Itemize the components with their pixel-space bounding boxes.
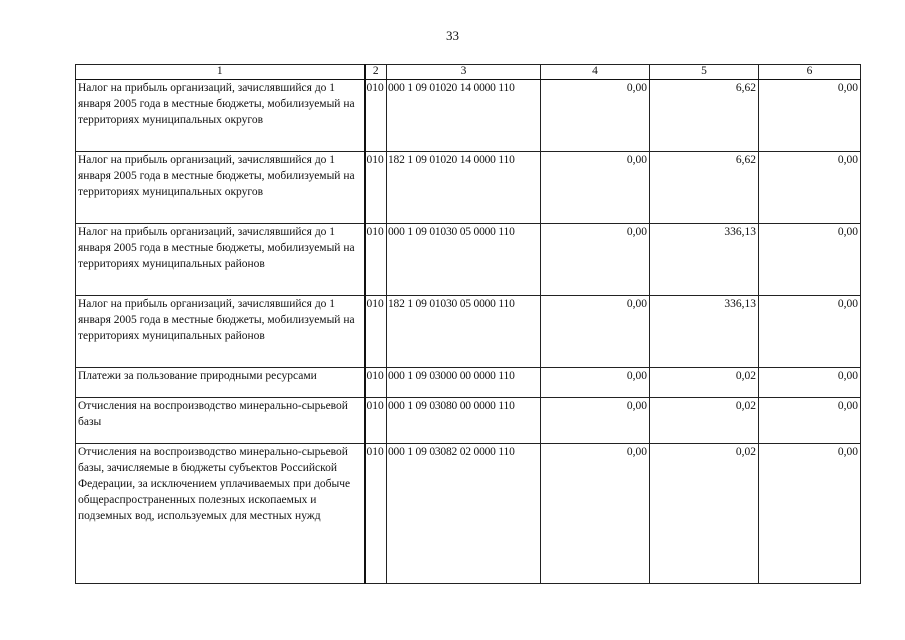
col6-value-cell: 0,00 xyxy=(759,80,861,152)
col5-value-cell: 336,13 xyxy=(650,296,759,368)
col6-value-cell: 0,00 xyxy=(759,444,861,584)
col6-value-cell: 0,00 xyxy=(759,152,861,224)
admin-code-cell: 010 xyxy=(365,152,387,224)
col5-value-cell: 336,13 xyxy=(650,224,759,296)
column-header-1: 1 xyxy=(76,65,365,80)
admin-code-cell: 010 xyxy=(365,398,387,444)
column-header-4: 4 xyxy=(541,65,650,80)
col4-value-cell: 0,00 xyxy=(541,368,650,398)
revenue-name-cell: Налог на прибыль организаций, зачислявшийся до 1 января 2005 года в местные бюджеты, мобилизуемый на территориях муниципальных районов xyxy=(76,224,365,296)
table-row xyxy=(76,398,861,444)
col4-value-cell: 0,00 xyxy=(541,296,650,368)
revenue-name-cell: Налог на прибыль организаций, зачислявшийся до 1 января 2005 года в местные бюджеты, мобилизуемый на территориях муниципальных округов xyxy=(76,80,365,152)
col4-value-cell: 0,00 xyxy=(541,152,650,224)
table-row xyxy=(76,296,861,368)
kbk-code-cell: 000 1 09 01030 05 0000 110 xyxy=(387,224,541,296)
admin-code-cell: 010 xyxy=(365,296,387,368)
revenue-name-cell: Налог на прибыль организаций, зачислявшийся до 1 января 2005 года в местные бюджеты, мобилизуемый на территориях муниципальных округов xyxy=(76,152,365,224)
col4-value-cell: 0,00 xyxy=(541,80,650,152)
admin-code-cell: 010 xyxy=(365,444,387,584)
kbk-code-cell: 182 1 09 01030 05 0000 110 xyxy=(387,296,541,368)
col6-value-cell: 0,00 xyxy=(759,296,861,368)
col5-value-cell: 6,62 xyxy=(650,152,759,224)
col6-value-cell: 0,00 xyxy=(759,398,861,444)
kbk-code-cell: 000 1 09 03080 00 0000 110 xyxy=(387,398,541,444)
admin-code-cell: 010 xyxy=(365,224,387,296)
col5-value-cell: 0,02 xyxy=(650,368,759,398)
revenue-name-cell: Налог на прибыль организаций, зачислявшийся до 1 января 2005 года в местные бюджеты, мобилизуемый на территориях муниципальных районов xyxy=(76,296,365,368)
table-row xyxy=(76,80,861,152)
col6-value-cell: 0,00 xyxy=(759,224,861,296)
kbk-code-cell: 182 1 09 01020 14 0000 110 xyxy=(387,152,541,224)
col5-value-cell: 0,02 xyxy=(650,398,759,444)
col4-value-cell: 0,00 xyxy=(541,224,650,296)
col5-value-cell: 0,02 xyxy=(650,444,759,584)
revenue-name-cell: Отчисления на воспроизводство минерально-сырьевой базы xyxy=(76,398,365,444)
column-header-2: 2 xyxy=(365,65,387,80)
column-header-5: 5 xyxy=(650,65,759,80)
budget-table xyxy=(75,64,861,584)
col4-value-cell: 0,00 xyxy=(541,444,650,584)
col4-value-cell: 0,00 xyxy=(541,398,650,444)
table-row xyxy=(76,152,861,224)
admin-code-cell: 010 xyxy=(365,80,387,152)
kbk-code-cell: 000 1 09 03000 00 0000 110 xyxy=(387,368,541,398)
table-row xyxy=(76,224,861,296)
table-row xyxy=(76,444,861,584)
col5-value-cell: 6,62 xyxy=(650,80,759,152)
revenue-name-cell: Платежи за пользование природными ресурсами xyxy=(76,368,365,398)
col6-value-cell: 0,00 xyxy=(759,368,861,398)
page-number: 33 xyxy=(446,28,459,43)
header-row xyxy=(76,65,861,80)
kbk-code-cell: 000 1 09 03082 02 0000 110 xyxy=(387,444,541,584)
column-header-6: 6 xyxy=(759,65,861,80)
column-header-3: 3 xyxy=(387,65,541,80)
table-row xyxy=(76,368,861,398)
admin-code-cell: 010 xyxy=(365,368,387,398)
kbk-code-cell: 000 1 09 01020 14 0000 110 xyxy=(387,80,541,152)
revenue-name-cell: Отчисления на воспроизводство минерально-сырьевой базы, зачисляемые в бюджеты субъектов Российской Федерации, за исключением уплачиваемых при добыче общераспространенных полезных ископаемых и подземных вод, используемых для местных нужд xyxy=(76,444,365,584)
